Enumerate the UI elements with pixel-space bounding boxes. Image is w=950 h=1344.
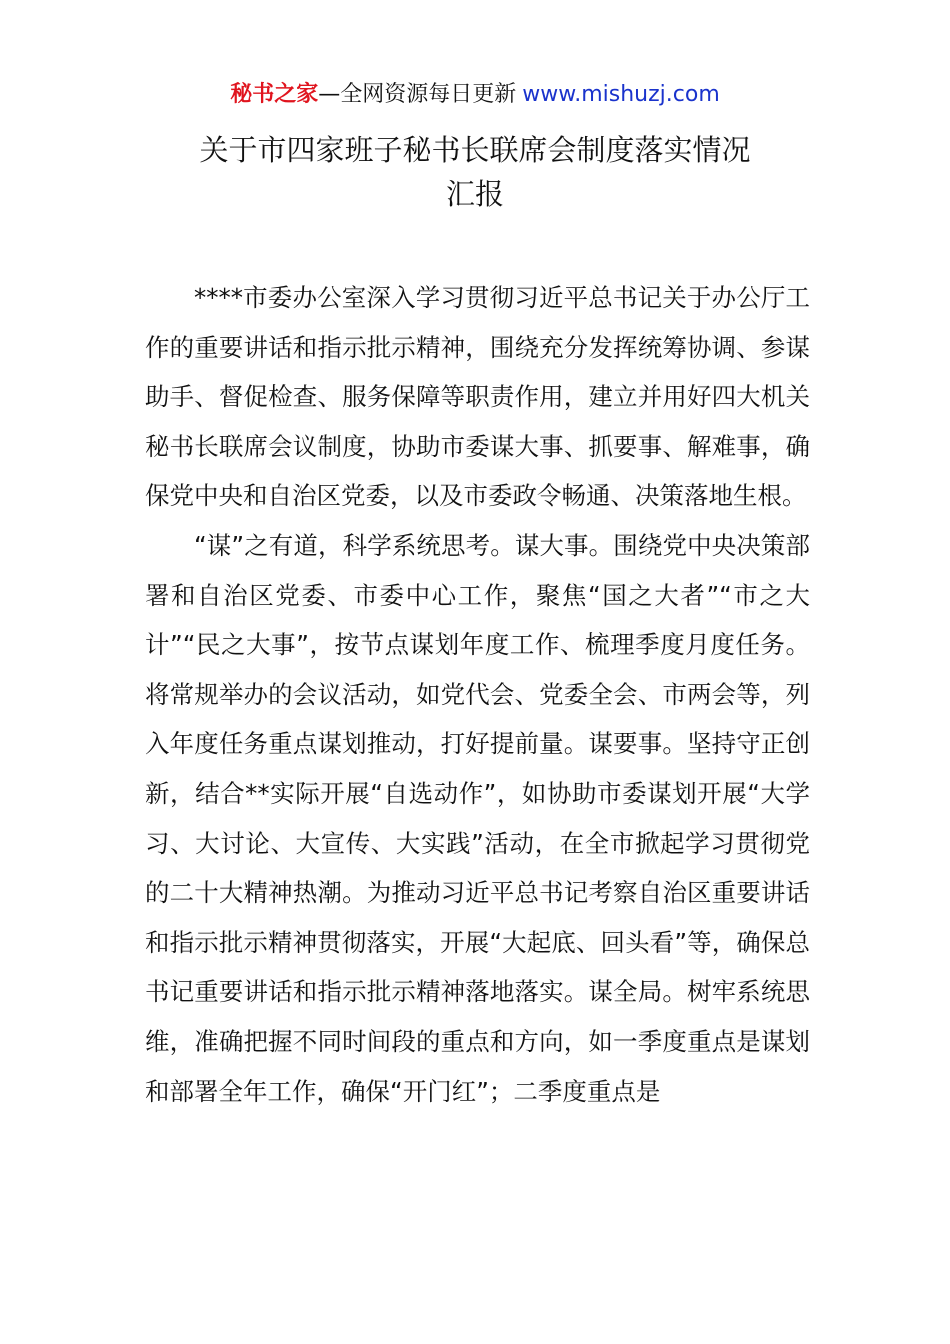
document-title — [0, 128, 950, 216]
paragraph: ****市委办公室深入学习贯彻习近平总书记关于办公厅工作的重要讲话和指示批示精神，围绕充分发挥统筹协调、参谋助手、督促检查、服务保障等职责作用，建立并用好四大机关秘书长联席会议制度，协助市委谋大事、抓要事、解难事，确保党中央和自治区党委，以及市委政令畅通、决策落地生根。 — [145, 283, 810, 511]
site-header — [0, 80, 950, 110]
document-body — [145, 273, 810, 1116]
paragraph: “谋”之有道，科学系统思考。谋大事。围绕党中央决策部署和自治区党委、市委中心工作，聚焦“国之大者”“市之大计”“民之大事”，按节点谋划年度工作、梳理季度月度任务。将常规举办的会议活动，如党代会、党委全会、市两会等，列入年度任务重点谋划推动，打好提前量。谋要事。坚持守正创新，结合**实际开展“自选动作”，如协助市委谋划开展“大学习、大讨论、大宣传、大实践”活动，在全市掀起学习贯彻党的二十大精神热潮。为推动习近平总书记考察自治区重要讲话和指示批示精神贯彻落实，开展“大起底、回头看”等，确保总书记重要讲话和指示批示精神落地落实。谋全局。树牢系统思维，准确把握不同时间段的重点和方向，如一季度重点是谋划和部署全年工作，确保“开门红”；二季度重点是 — [145, 530, 810, 1106]
document-title-line-1: 关于市四家班子秘书长联席会制度落实情况 — [199, 133, 751, 167]
document-title-line-2: 汇报 — [445, 177, 504, 211]
site-brand: 秘书之家 — [230, 82, 319, 107]
site-tagline: —全网资源每日更新 — [318, 82, 517, 107]
site-url-link[interactable]: www.mishuzj.com — [522, 82, 720, 107]
